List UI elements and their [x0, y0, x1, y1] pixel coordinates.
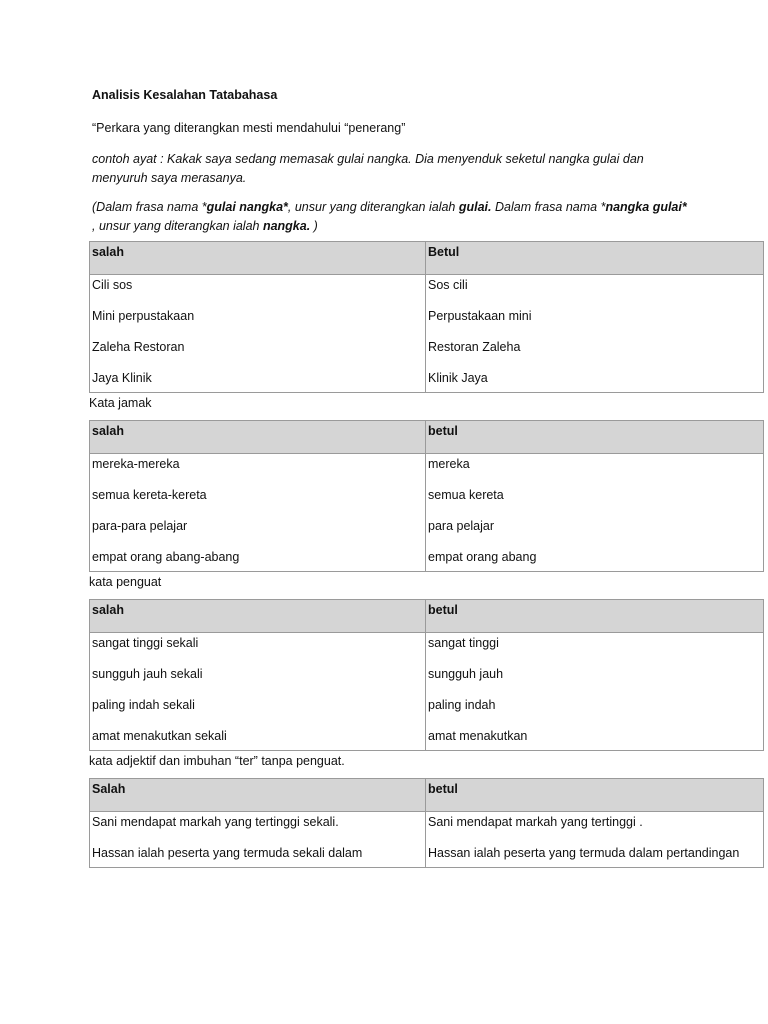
- comparison-table: [89, 778, 764, 868]
- comparison-table: [89, 420, 764, 572]
- example-line-2: menyuruh saya merasanya.: [92, 171, 247, 185]
- explanation-note: [92, 198, 692, 236]
- note-text: , unsur yang diterangkan ialah: [287, 200, 459, 214]
- betul-item: paling indah: [428, 698, 496, 712]
- salah-cell: [90, 275, 426, 393]
- salah-item: empat orang abang-abang: [92, 550, 240, 564]
- column-header-salah: salah: [90, 421, 426, 454]
- section-heading: kata penguat: [89, 575, 162, 589]
- salah-item: Cili sos: [92, 278, 133, 292]
- salah-cell: [90, 454, 426, 572]
- salah-item: sungguh jauh sekali: [92, 667, 203, 681]
- note-text: Dalam frasa nama *: [491, 200, 606, 214]
- salah-item: para-para pelajar: [92, 519, 188, 533]
- column-header-betul: Betul: [426, 242, 764, 275]
- example-line-1: contoh ayat : Kakak saya sedang memasak gulai nangka. Dia menyenduk seketul nangka gulai dan: [92, 152, 644, 166]
- section-heading: kata adjektif dan imbuhan “ter” tanpa penguat.: [89, 754, 345, 768]
- betul-item: empat orang abang: [428, 550, 537, 564]
- salah-item: amat menakutkan sekali: [92, 729, 227, 743]
- table-header-row: [90, 242, 764, 275]
- betul-item: Hassan ialah peserta yang termuda dalam pertandingan: [428, 846, 740, 860]
- salah-item: paling indah sekali: [92, 698, 195, 712]
- table-header-row: [90, 600, 764, 633]
- betul-item: para pelajar: [428, 519, 495, 533]
- betul-cell: [426, 454, 764, 572]
- salah-item: Hassan ialah peserta yang termuda sekali dalam: [92, 846, 363, 860]
- betul-item: Restoran Zaleha: [428, 340, 521, 354]
- betul-item: Perpustakaan mini: [428, 309, 532, 323]
- column-header-betul: betul: [426, 421, 764, 454]
- salah-item: Jaya Klinik: [92, 371, 152, 385]
- note-text: (Dalam frasa nama *: [92, 200, 207, 214]
- column-header-salah: Salah: [90, 779, 426, 812]
- comparison-table: [89, 241, 764, 393]
- grammar-rule: “Perkara yang diterangkan mesti mendahului “penerang”: [92, 121, 406, 135]
- betul-item: Sani mendapat markah yang tertinggi .: [428, 815, 643, 829]
- example-sentence: [92, 150, 682, 188]
- table-header-row: [90, 779, 764, 812]
- salah-item: Zaleha Restoran: [92, 340, 185, 354]
- salah-item: Sani mendapat markah yang tertinggi sekali.: [92, 815, 339, 829]
- table-row: [90, 275, 764, 393]
- document-title: Analisis Kesalahan Tatabahasa: [92, 88, 278, 102]
- note-emphasis: gulai.: [458, 200, 492, 214]
- column-header-betul: betul: [426, 600, 764, 633]
- salah-cell: [90, 633, 426, 751]
- salah-item: Mini perpustakaan: [92, 309, 195, 323]
- column-header-salah: salah: [90, 242, 426, 275]
- salah-item: mereka-mereka: [92, 457, 180, 471]
- note-emphasis: nangka gulai*: [605, 200, 687, 214]
- note-text: , unsur yang diterangkan ialah: [92, 219, 263, 233]
- betul-item: sungguh jauh: [428, 667, 504, 681]
- betul-cell: [426, 812, 764, 868]
- table-row: [90, 454, 764, 572]
- document-page: [89, 86, 764, 868]
- salah-item: sangat tinggi sekali: [92, 636, 199, 650]
- betul-item: amat menakutkan: [428, 729, 528, 743]
- section-heading: Kata jamak: [89, 396, 152, 410]
- column-header-salah: salah: [90, 600, 426, 633]
- table-row: [90, 812, 764, 868]
- table-header-row: [90, 421, 764, 454]
- salah-cell: [90, 812, 426, 868]
- note-emphasis: gulai nangka*: [206, 200, 288, 214]
- betul-cell: [426, 275, 764, 393]
- betul-cell: [426, 633, 764, 751]
- note-emphasis: nangka.: [262, 219, 311, 233]
- column-header-betul: betul: [426, 779, 764, 812]
- comparison-table: [89, 599, 764, 751]
- salah-item: semua kereta-kereta: [92, 488, 207, 502]
- betul-item: Sos cili: [428, 278, 468, 292]
- betul-item: semua kereta: [428, 488, 504, 502]
- table-row: [90, 633, 764, 751]
- note-text: ): [310, 219, 318, 233]
- betul-item: mereka: [428, 457, 470, 471]
- tables-container: [89, 241, 764, 868]
- betul-item: sangat tinggi: [428, 636, 499, 650]
- betul-item: Klinik Jaya: [428, 371, 488, 385]
